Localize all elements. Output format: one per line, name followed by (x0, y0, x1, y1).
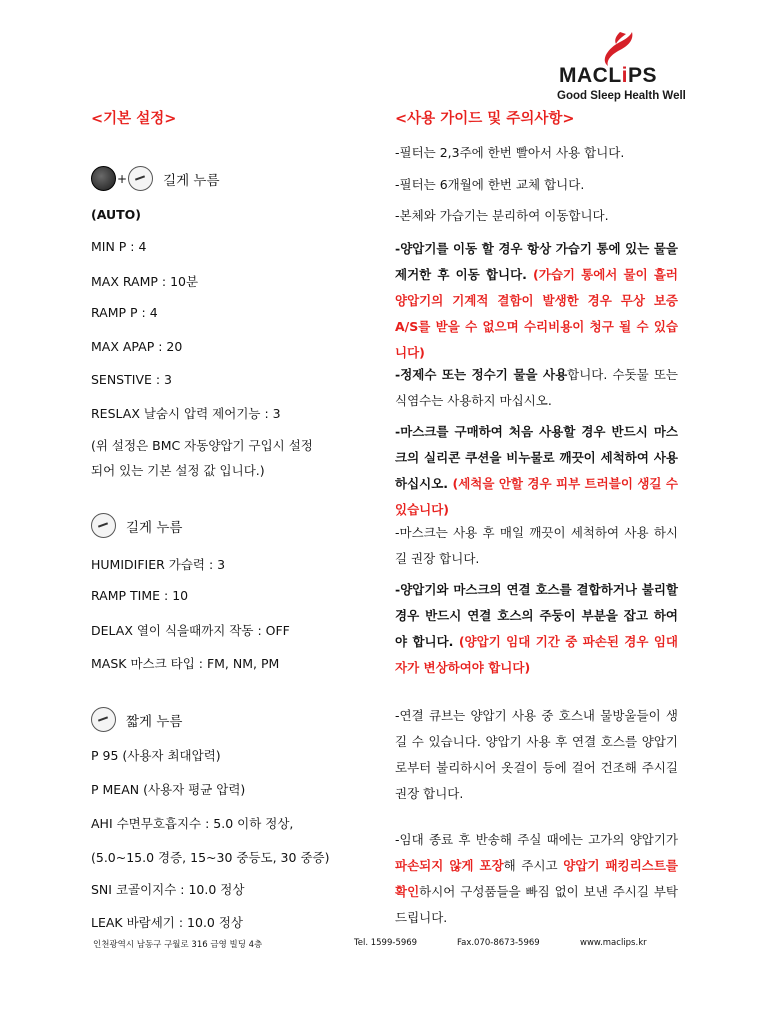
footer-tel: Tel. 1599-5969 (354, 938, 418, 948)
setting-line: HUMIDIFIER 가습력 : 3 (91, 557, 226, 572)
section2-label: 길게 누름 (126, 519, 183, 536)
guide-item: -정제수 또는 정수기 물을 사용합니다. 수돗물 또는 식염수는 사용하지 마십시오. (395, 367, 678, 408)
section1-button-row (91, 166, 220, 191)
setting-line: SNI 코골이지수 : 10.0 정상 (91, 882, 245, 897)
setting-line: (5.0~15.0 경증, 15~30 중등도, 30 중증) (91, 850, 330, 865)
setting-line: RESLAX 날숨시 압력 제어기능 : 3 (91, 406, 281, 421)
brand-name: MACLiPS (559, 64, 658, 87)
section3-button-row (91, 707, 182, 732)
setting-note-line: (위 설정은 BMC 자동양압기 구입시 설정 (91, 438, 313, 453)
setting-line: P MEAN (사용자 평균 압력) (91, 782, 246, 797)
setting-line: SENSTIVE : 3 (91, 372, 172, 387)
setting-line: MASK 마스크 타입 : FM, NM, PM (91, 656, 280, 671)
setting-line: (AUTO) (91, 207, 142, 222)
guide-item-warning: -양압기와 마스크의 연결 호스를 결합하거나 불리할 경우 반드시 연결 호스의 주둥이 부분을 잡고 하여야 합니다. (양압기 임대 기간 중 파손된 경우 임대자가 변상하여야 합니다) (395, 582, 678, 675)
section1-label: 길게 누름 (163, 172, 220, 189)
guide-item: -마스크는 사용 후 매일 깨끗이 세척하여 사용 하시길 권장 합니다. (395, 525, 678, 566)
setting-line: RAMP TIME : 10 (91, 588, 189, 603)
setting-line: LEAK 바람세기 : 10.0 정상 (91, 915, 243, 930)
guide-item: -연결 큐브는 양압기 사용 중 호스내 물방울들이 생길 수 있습니다. 양압기 사용 후 연결 호스를 양압기로부터 불리하시어 옷걸이 등에 걸어 건조해 주시길 권장 합니다. (395, 708, 678, 801)
basic-settings-heading: <기본 설정> (91, 111, 177, 127)
maclips-logo (556, 30, 706, 108)
setting-note-line: 되어 있는 기본 설정 값 입니다.) (91, 463, 265, 478)
setting-line: MAX APAP : 20 (91, 339, 183, 354)
dial-icon (128, 166, 153, 191)
dark-dial-icon (91, 166, 116, 191)
plus-sign: + (117, 171, 128, 186)
footer-website[interactable]: www.maclips.kr (580, 938, 647, 948)
setting-line: MIN P : 4 (91, 239, 147, 254)
guide-item-warning: -마스크를 구매하여 처음 사용할 경우 반드시 마스크의 실리콘 쿠션을 비누물로 깨끗이 세척하여 사용하십시오. (세척을 안할 경우 피부 트러블이 생길 수 있습니다) (395, 424, 678, 517)
usage-guide-heading: <사용 가이드 및 주의사항> (395, 111, 575, 127)
footer-fax: Fax.070-8673-5969 (457, 938, 540, 948)
section3-label: 짧게 누름 (126, 713, 183, 730)
guide-item: -필터는 6개월에 한번 교체 합니다. (395, 177, 585, 192)
section2-button-row (91, 513, 182, 538)
setting-line: MAX RAMP : 10분 (91, 274, 199, 289)
dial-icon (91, 707, 116, 732)
dial-icon (91, 513, 116, 538)
setting-line: AHI 수면무호흡지수 : 5.0 이하 정상, (91, 816, 294, 831)
setting-line: RAMP P : 4 (91, 305, 158, 320)
setting-line: DELAX 열이 식을때까지 작동 : OFF (91, 623, 290, 638)
footer-address: 인천광역시 남동구 구월로 316 금영 빌딩 4층 (93, 940, 263, 950)
guide-item-return: -임대 종료 후 반송해 주실 때에는 고가의 양압기가 파손되지 않게 포장해 주시고 양압기 패킹리스트를 확인하시어 구성품들을 빠짐 없이 보낸 주시길 부탁드립니다. (395, 832, 679, 925)
maclips-swoosh-icon (586, 30, 636, 68)
guide-item-warning: -양압기를 이동 할 경우 항상 가습기 통에 있는 물을 제거한 후 이동 합니다. (가습기 통에서 물이 흘러 양압기의 기계적 결함이 발생한 경우 무상 보증 A/S를 받을 수 없으며 수리비용이 청구 될 수 있습니다) (395, 241, 678, 360)
setting-line: P 95 (사용자 최대압력) (91, 748, 221, 763)
guide-item: -필터는 2,3주에 한번 빨아서 사용 합니다. (395, 145, 625, 160)
guide-item: -본체와 가습기는 분리하여 이동합니다. (395, 208, 609, 223)
brand-tagline: Good Sleep Health Well (557, 90, 686, 102)
